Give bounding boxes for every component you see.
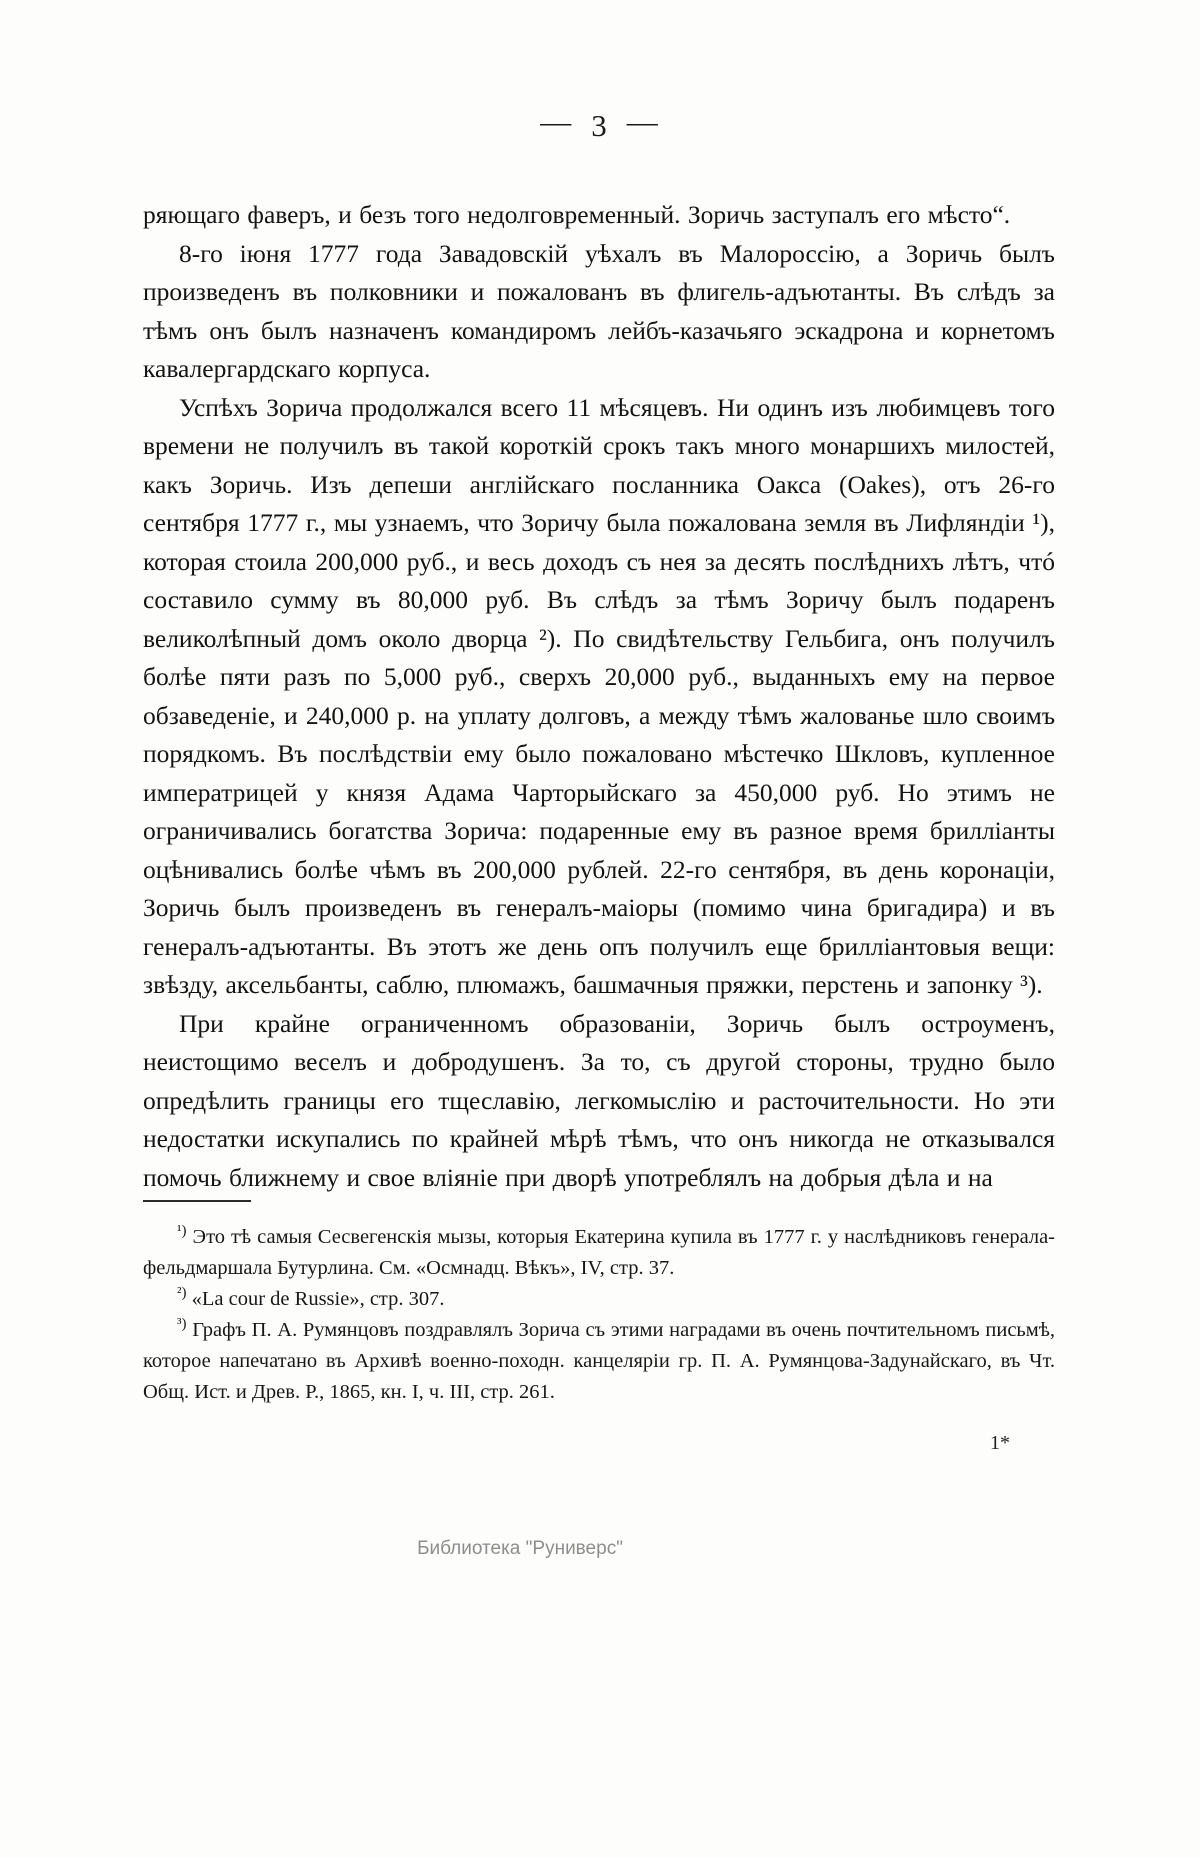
signature-mark: 1* bbox=[990, 1432, 1010, 1454]
footnote-item bbox=[143, 1284, 1055, 1315]
dash-right-decoration: — bbox=[626, 104, 660, 139]
footnote-item bbox=[143, 1315, 1055, 1408]
footnotes-section bbox=[143, 1222, 1055, 1408]
paragraph-4: При крайне ограниченномъ образованіи, Зоричь былъ остроуменъ, неистощимо веселъ и добродушенъ. За то, съ другой стороны, трудно было опредѣлить границы его тщеславію, легкомыслію и расточительности. Но эти недостатки искупались по крайней мѣрѣ тѣмъ, что онъ никогда не отказывался помочь ближнему и свое вліяніе при дворѣ употреблялъ на добрыя дѣла и на bbox=[143, 1008, 1055, 1192]
paragraph-1: ряющаго фаверъ, и безъ того недолговременный. Зоричь заступалъ его мѣсто“. bbox=[143, 200, 1011, 229]
footnote-item bbox=[143, 1222, 1055, 1284]
body-text bbox=[143, 196, 1055, 1197]
footnote-marker: ¹) bbox=[177, 1223, 187, 1240]
footnote-text: Графъ П. А. Румянцовъ поздравлялъ Зорича съ этими наградами въ очень почтительномъ письмѣ, которое напечатано въ Архивѣ военно-походн. канцеляріи гр. П. А. Румянцова-Задунайскаго, въ Чт. Общ. Ист. и Древ. Р., 1865, кн. I, ч. III, стр. 261. bbox=[143, 1319, 1055, 1403]
footnote-marker: ³) bbox=[177, 1316, 187, 1333]
paragraph-3: Успѣхъ Зорича продолжался всего 11 мѣсяцевъ. Ни одинъ изъ любимцевъ того времени не получилъ въ такой короткій срокъ такъ много монаршихъ милостей, какъ Зоричь. Изъ депеши англійскаго посланника Оакса (Oakes), отъ 26-го сентября 1777 г., мы узнаемъ, что Зоричу была пожалована земля въ Лифляндіи ¹), которая стоила 200,000 руб., и весь доходъ съ нея за десять послѣднихъ лѣтъ, чтó составило сумму въ 80,000 руб. Въ слѣдъ за тѣмъ Зоричу былъ подаренъ великолѣпный домъ около дворца ²). По свидѣтельству Гельбига, онъ получилъ болѣе пяти разъ по 5,000 руб., сверхъ 20,000 руб., выданныхъ ему на первое обзаведеніе, и 240,000 р. на уплату долговъ, а между тѣмъ жалованье шло своимъ порядкомъ. Въ послѣдствіи ему было пожаловано мѣстечко Шкловъ, купленное императрицей у князя Адама Чарторыйскаго за 450,000 руб. Но этимъ не ограничивались богатства Зорича: подаренные ему въ разное время брилліанты оцѣнивались болѣе чѣмъ въ 200,000 рублей. 22-го сентября, въ день коронаціи, Зоричь былъ произведенъ въ генералъ-маіоры (помимо чина бригадира) и въ генералъ-адъютанты. Въ этотъ же день опъ получилъ еще бриллiантовыя вещи: звѣзду, аксельбанты, саблю, плюмажъ, башмачныя пряжки, перстень и запонку ³). bbox=[143, 392, 1055, 999]
page-number: 3 bbox=[591, 108, 609, 143]
footnote-text: «La cour de Russie», стр. 307. bbox=[191, 1288, 445, 1310]
footnote-separator bbox=[143, 1200, 251, 1202]
footnote-text: Это тѣ самыя Сесвегенскія мызы, которыя Екатерина купила въ 1777 г. у наслѣдниковъ генерала-фельдмаршала Бутурлина. См. «Осмнадц. Вѣкъ», IV, стр. 37. bbox=[143, 1226, 1056, 1279]
paragraph-2: 8-го іюня 1777 года Завадовскій уѣхалъ въ Малороссію, а Зоричь былъ произведенъ въ полковники и пожалованъ въ флигель-адъютанты. Въ слѣдъ за тѣмъ онъ былъ назначенъ командиромъ лейбъ-казачьяго эскадрона и корнетомъ кавалергардскаго корпуса. bbox=[143, 238, 1055, 383]
watermark-text: Библиотека "Руниверс" bbox=[417, 1538, 623, 1559]
page-header bbox=[0, 104, 1200, 144]
dash-left-decoration: — bbox=[540, 104, 574, 139]
footnote-marker: ²) bbox=[177, 1285, 187, 1302]
watermark bbox=[0, 1538, 1200, 1560]
